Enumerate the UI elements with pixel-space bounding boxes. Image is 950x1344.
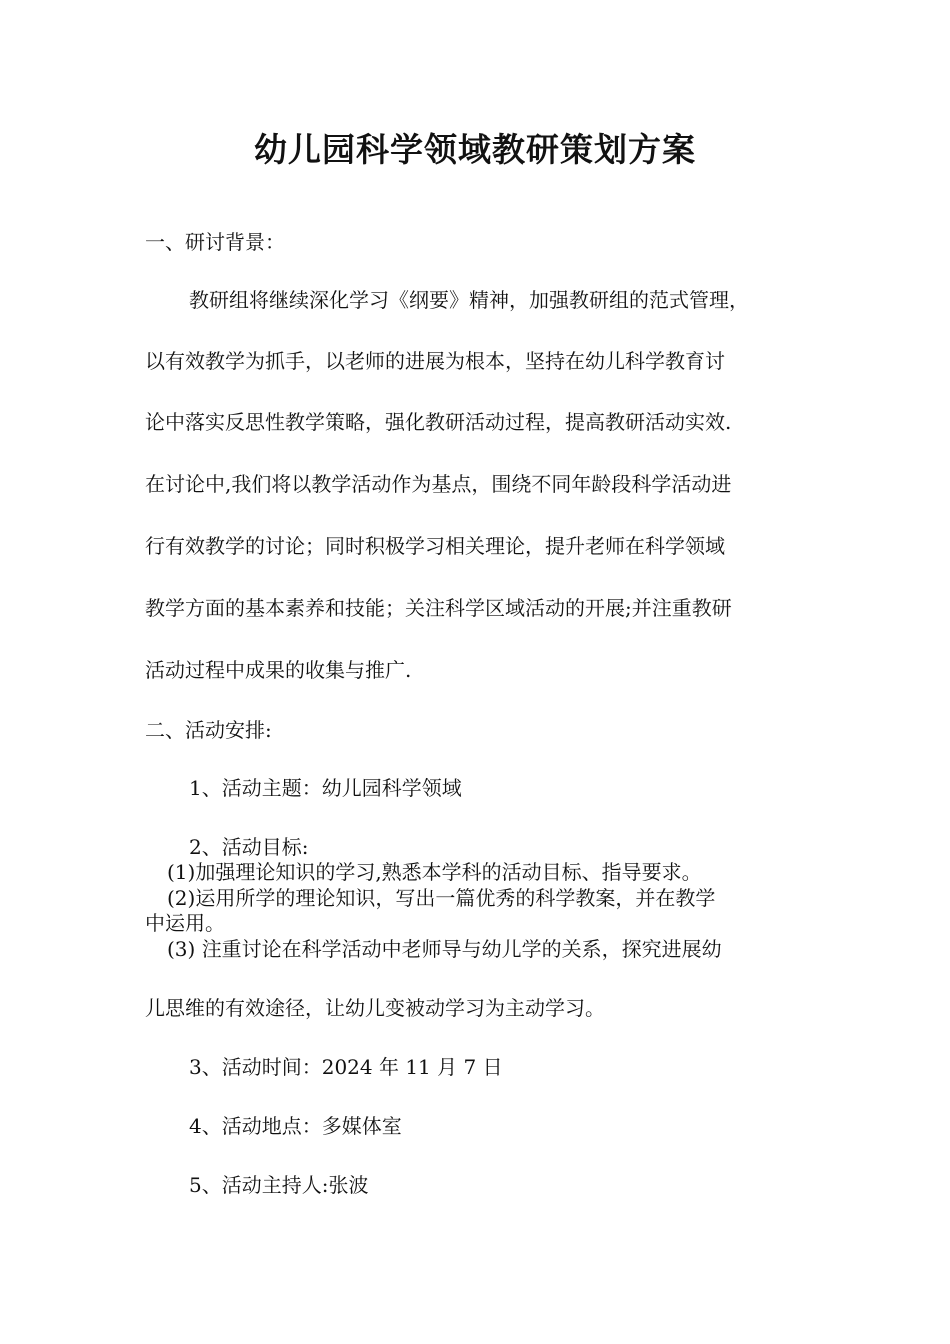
goal-item-1: (1)加强理论知识的学习,熟悉本学科的活动目标、指导要求。	[167, 860, 702, 884]
paragraph-line: 活动过程中成果的收集与推广.	[145, 658, 412, 682]
goal-item-2: (2)运用所学的理论知识，写出一篇优秀的科学教案，并在教学	[167, 886, 716, 910]
section-heading-background: 一、研讨背景：	[145, 230, 285, 254]
list-item-host: 5、活动主持人:张波	[189, 1173, 369, 1197]
paragraph-line: 论中落实反思性教学策略，强化教研活动过程，提高教研活动实效.	[145, 410, 732, 434]
document-title: 幼儿园科学领域教研策划方案	[254, 130, 696, 169]
list-item-time: 3、活动时间：2024 年 11 月 7 日	[189, 1055, 503, 1079]
paragraph-line: 教研组将继续深化学习《纲要》精神，加强教研组的范式管理，	[189, 288, 749, 312]
list-item-goals: 2、活动目标:	[189, 835, 309, 859]
paragraph-line: 在讨论中,我们将以教学活动作为基点，围绕不同年龄段科学活动进	[145, 472, 732, 496]
goal-item-3-cont: 儿思维的有效途径，让幼儿变被动学习为主动学习。	[145, 996, 605, 1020]
paragraph-line: 教学方面的基本素养和技能；关注科学区域活动的开展;并注重教研	[145, 596, 732, 620]
paragraph-line: 行有效教学的讨论；同时积极学习相关理论，提升老师在科学领域	[145, 534, 725, 558]
goal-item-2-cont: 中运用。	[145, 911, 225, 935]
list-item-location: 4、活动地点：多媒体室	[189, 1114, 402, 1138]
list-item-theme: 1、活动主题：幼儿园科学领域	[189, 776, 462, 800]
goal-item-3: (3) 注重讨论在科学活动中老师导与幼儿学的关系，探究进展幼	[167, 937, 722, 961]
section-heading-arrangement: 二、活动安排:	[145, 718, 272, 742]
paragraph-line: 以有效教学为抓手，以老师的进展为根本，坚持在幼儿科学教育讨	[145, 349, 725, 373]
